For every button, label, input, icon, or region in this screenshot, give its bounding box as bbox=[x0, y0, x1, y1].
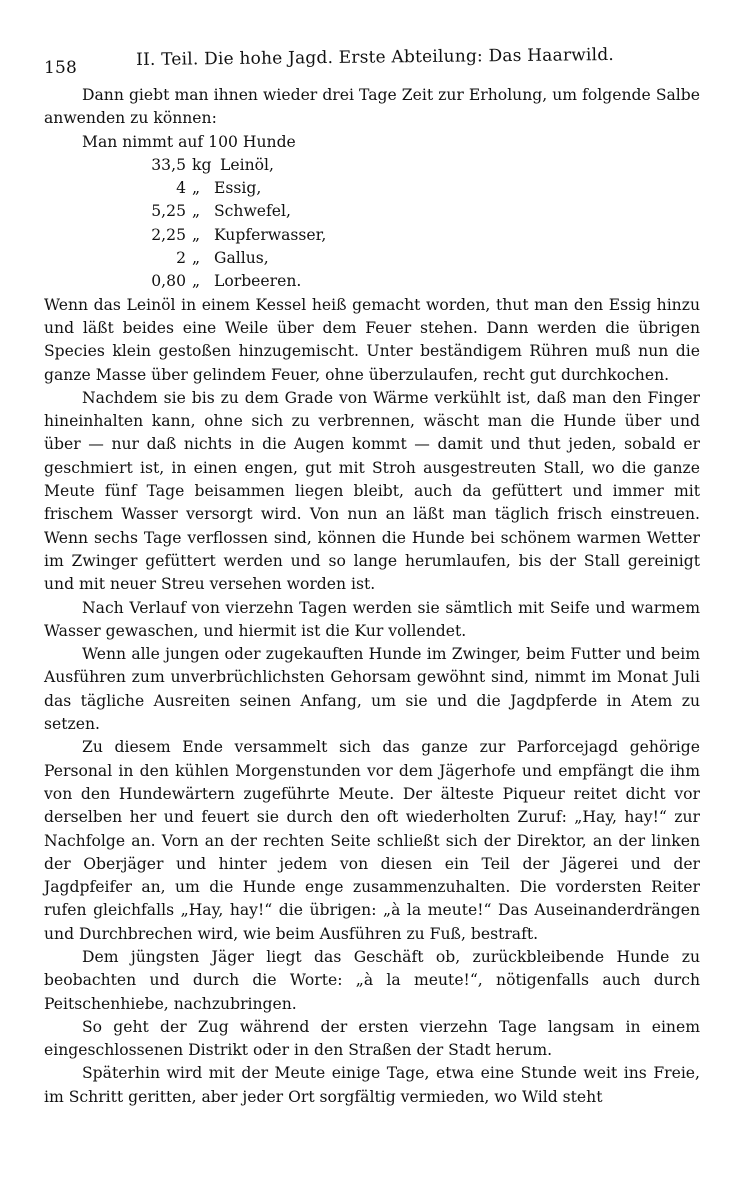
recipe-quantity: 2 bbox=[176, 249, 186, 268]
recipe-material: Schwefel, bbox=[214, 202, 291, 221]
paragraph: Wenn das Leinöl in einem Kessel heiß gemacht worden, thut man den Essig hinzu und läßt beides eine Weile über dem Feuer stehen. Dann werden die übrigen Species klein gestoßen hinzugemischt. Unter beständigem Rühren muß nun die ganze Masse über gelindem Feuer, ohne überzulaufen, recht gut durchkochen. bbox=[44, 295, 700, 384]
recipe-unit: „ bbox=[192, 179, 201, 198]
recipe-unit: „ bbox=[192, 249, 201, 268]
recipe-row bbox=[44, 270, 700, 293]
paragraph: So geht der Zug während der ersten vierzehn Tage langsam in einem eingeschlossenen Distrikt oder in den Straßen der Stadt herum. bbox=[44, 1017, 700, 1060]
recipe-quantity: 5,25 bbox=[151, 202, 186, 221]
paragraph: Wenn alle jungen oder zugekauften Hunde im Zwinger, beim Futter und beim Ausführen zum unverbrüchlichsten Gehorsam gewöhnt sind, nimmt im Monat Juli das tägliche Ausreiten seinen Anfang, um sie und die Jagdpferde in Atem zu setzen. bbox=[44, 645, 700, 734]
recipe-quantity: 33,5 bbox=[151, 155, 186, 174]
recipe-material: Gallus, bbox=[214, 249, 269, 268]
recipe-unit: „ bbox=[192, 272, 201, 291]
book-page bbox=[44, 44, 700, 1190]
paragraph: Dann giebt man ihnen wieder drei Tage Zeit zur Erholung, um folgende Salbe anwenden zu können: bbox=[44, 86, 700, 128]
recipe-material: Leinöl, bbox=[220, 155, 274, 174]
recipe-row bbox=[44, 154, 700, 177]
recipe-list bbox=[44, 154, 700, 294]
recipe-unit: kg bbox=[192, 155, 212, 174]
recipe-unit: „ bbox=[192, 225, 201, 244]
paragraph: Nachdem sie bis zu dem Grade von Wärme verkühlt ist, daß man den Finger hineinhalten kann, ohne sich zu verbrennen, wäscht man die Hunde über und über — nur daß nichts in die Augen kommt — damit und thut jeden, sobald er geschmiert ist, in einen engen, gut mit Stroh ausgestreuten Stall, wo die ganze Meute fünf Tage beisammen liegen bleibt, auch da gefüttert und immer mit frischem Wasser versorgt wird. Von nun an läßt man täglich frisch einstreuen. Wenn sechs Tage verflossen sind, können die Hunde bei schönem warmen Wetter im Zwinger gefüttert werden und so lange herumlaufen, bis der Stall gereinigt und mit neuer Streu versehen worden ist. bbox=[44, 388, 700, 594]
recipe-row bbox=[44, 247, 700, 270]
paragraph: Nach Verlauf von vierzehn Tagen werden sie sämtlich mit Seife und warmem Wasser gewaschen, und hiermit ist die Kur vollendet. bbox=[44, 598, 700, 640]
recipe-material: Kupferwasser, bbox=[214, 225, 327, 244]
page-header bbox=[44, 44, 700, 82]
recipe-intro: Man nimmt auf 100 Hunde bbox=[82, 132, 296, 151]
recipe-material: Lorbeeren. bbox=[214, 272, 302, 291]
page-number: 158 bbox=[44, 58, 78, 78]
recipe-unit: „ bbox=[192, 202, 201, 221]
recipe-row bbox=[44, 224, 700, 247]
recipe-quantity: 2,25 bbox=[151, 225, 186, 244]
page-body bbox=[44, 84, 700, 1109]
recipe-row bbox=[44, 200, 700, 223]
running-head: II. Teil. Die hohe Jagd. Erste Abteilung: Das Haarwild. bbox=[136, 44, 615, 70]
recipe-material: Essig, bbox=[214, 179, 262, 198]
recipe-row bbox=[44, 177, 700, 200]
recipe-quantity: 0,80 bbox=[151, 272, 186, 291]
paragraph: Späterhin wird mit der Meute einige Tage, etwa eine Stunde weit ins Freie, im Schritt geritten, aber jeder Ort sorgfältig vermieden, wo Wild steht bbox=[44, 1064, 700, 1106]
recipe-quantity: 4 bbox=[176, 179, 186, 198]
paragraph: Dem jüngsten Jäger liegt das Geschäft ob, zurückbleibende Hunde zu beobachten und durch die Worte: „à la meute!“, nötigenfalls auch durch Peitschenhiebe, nachzubringen. bbox=[44, 947, 700, 1013]
paragraph: Zu diesem Ende versammelt sich das ganze zur Parforcejagd gehörige Personal in den kühlen Morgenstunden vor dem Jägerhofe und empfängt die ihm von den Hundewärtern zugeführte Meute. Der älteste Piqueur reitet dicht vor derselben her und feuert sie durch den oft wiederholten Zuruf: „Hay, hay!“ zur Nachfolge an. Vorn an der rechten Seite schließt sich der Direktor, an der linken der Oberjäger und hinter jedem von diesen ein Teil der Jägerei und der Jagdpfeifer an, um die Hunde enge zusammenzuhalten. Die vordersten Reiter rufen gleichfalls „Hay, hay!“ die übrigen: „à la meute!“ Das Auseinanderdrängen und Durchbrechen wird, wie beim Ausführen zu Fuß, bestraft. bbox=[44, 738, 700, 943]
